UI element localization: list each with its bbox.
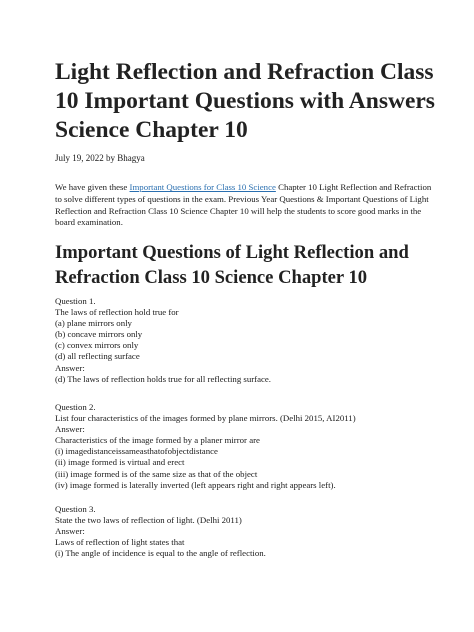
question-label: Question 1. <box>55 296 96 306</box>
answer-line: (d) The laws of reflection holds true for all reflecting surface. <box>55 373 272 384</box>
question-line: List four characteristics of the images formed by plane mirrors. (Delhi 2015, AI2011) <box>55 413 356 424</box>
author-name: Bhagya <box>117 153 145 163</box>
answer-label: Answer: <box>55 424 85 435</box>
question-block-3 <box>55 504 445 559</box>
answer-line: Characteristics of the image formed by a planer mirror are <box>55 435 260 446</box>
option-line: (c) convex mirrors only <box>55 340 139 351</box>
option-line: (a) plane mirrors only <box>55 318 132 329</box>
answer-line: (iii) image formed is of the same size as that of the object <box>55 468 258 479</box>
byline <box>55 152 145 164</box>
post-date: July 19, 2022 <box>55 153 104 163</box>
question-block-2 <box>55 402 445 491</box>
intro-link[interactable]: Important Questions for Class 10 Science <box>129 182 276 192</box>
answer-line: Laws of reflection of light states that <box>55 537 185 548</box>
answer-label: Answer: <box>55 362 85 373</box>
question-label: Question 3. <box>55 504 96 514</box>
answer-line: (ii) image formed is virtual and erect <box>55 457 185 468</box>
question-label: Question 2. <box>55 402 96 412</box>
intro-text-before: We have given these <box>55 182 130 192</box>
intro-paragraph <box>55 182 435 229</box>
question-block-1 <box>55 296 445 385</box>
article-title: Light Reflection and Refraction Class 10 Important Questions with Answers Science Chapter 10 <box>55 59 435 143</box>
intro-text-after: Chapter 10 Light Reflection and Refraction to solve different types of questions in the exam. Previous Year Questions & Important Questions of Light Reflection and Refraction Class 10 Science Chapter 10 will help the students to score good marks in the board examination. <box>55 182 432 228</box>
question-line: State the two laws of reflection of light. (Delhi 2011) <box>55 515 242 526</box>
byline-by: by <box>106 153 116 163</box>
option-line: (d) all reflecting surface <box>55 351 140 362</box>
question-line: The laws of reflection hold true for <box>55 307 179 318</box>
answer-line: (i) The angle of incidence is equal to the angle of reflection. <box>55 548 266 559</box>
answer-label: Answer: <box>55 526 85 537</box>
answer-line: (i) imagedistanceissameasthatofobjectdistance <box>55 446 218 457</box>
answer-line: (iv) image formed is laterally inverted (left appears right and right appears left). <box>55 479 336 490</box>
option-line: (b) concave mirrors only <box>55 329 143 340</box>
section-heading: Important Questions of Light Reflection and Refraction Class 10 Science Chapter 10 <box>55 242 409 288</box>
